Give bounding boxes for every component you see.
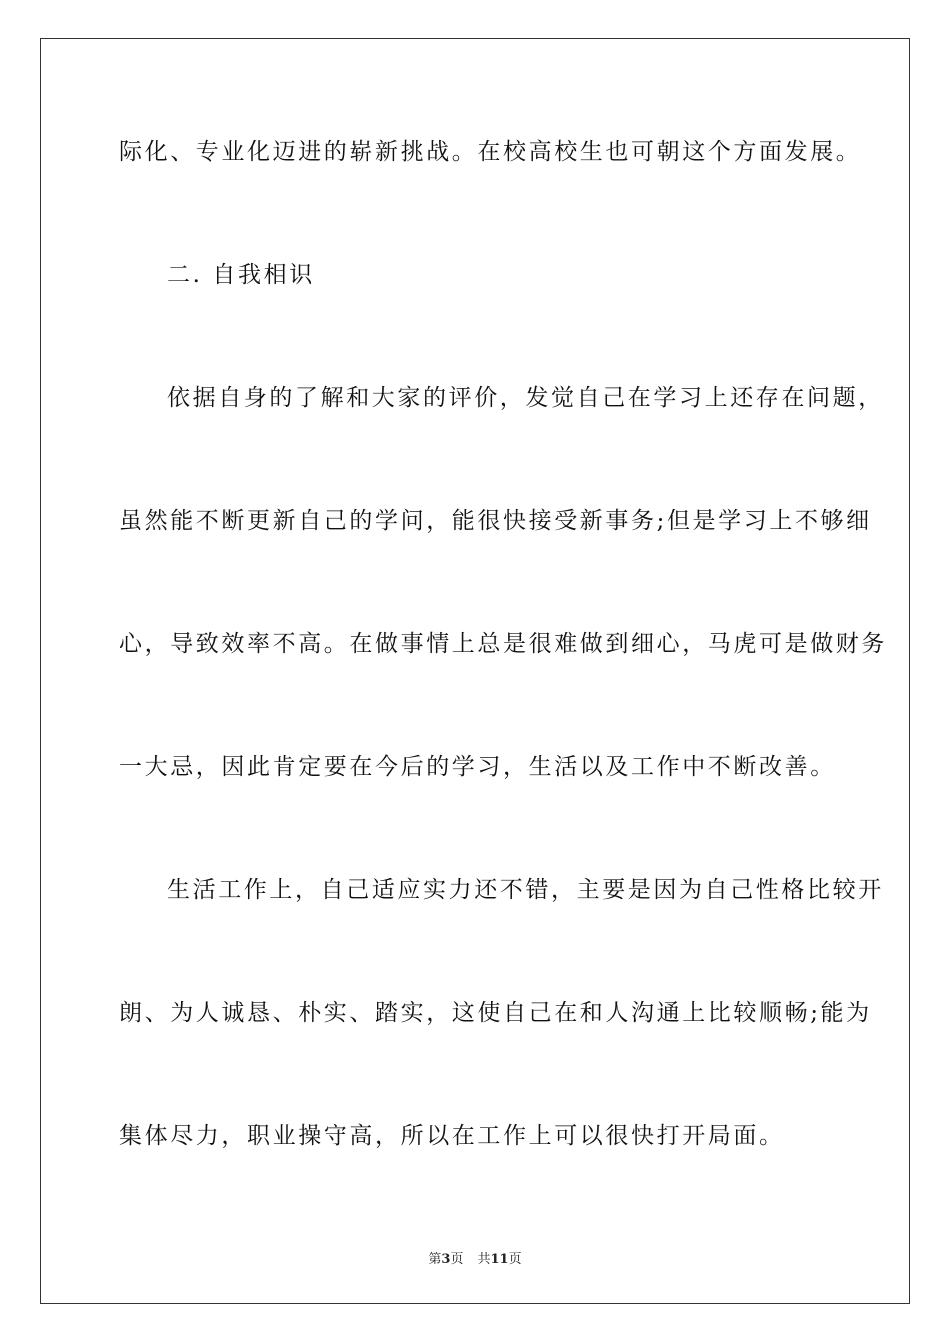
text-line-8: 朗、为人诚恳、朴实、踏实，这使自己在和人沟通上比较顺畅;能为 xyxy=(119,1000,872,1026)
text-line-4: 虽然能不断更新自己的学问，能很快接受新事务;但是学习上不够细 xyxy=(119,508,872,534)
page-footer xyxy=(41,1248,909,1267)
section-heading: 二. 自我相识 xyxy=(167,262,315,288)
page-suffix: 页 xyxy=(450,1252,464,1267)
total-prefix: 共 xyxy=(477,1252,491,1267)
document-page xyxy=(40,38,910,1304)
text-line-3: 依据自身的了解和大家的评价，发觉自己在学习上还存在问题， xyxy=(167,385,884,411)
page-number: 3 xyxy=(441,1252,451,1267)
text-line-6: 一大忌，因此肯定要在今后的学习，生活以及工作中不断改善。 xyxy=(119,754,836,780)
text-line-7: 生活工作上，自己适应实力还不错，主要是因为自己性格比较开 xyxy=(167,877,884,903)
total-suffix: 页 xyxy=(508,1252,522,1267)
text-line-5: 心，导致效率不高。在做事情上总是很难做到细心，马虎可是做财务 xyxy=(119,631,887,657)
text-line-1: 际化、专业化迈进的崭新挑战。在校高校生也可朝这个方面发展。 xyxy=(119,139,862,165)
page-prefix: 第 xyxy=(428,1252,442,1267)
text-line-9: 集体尽力，职业操守高，所以在工作上可以很快打开局面。 xyxy=(119,1123,785,1149)
total-pages: 11 xyxy=(490,1252,509,1267)
